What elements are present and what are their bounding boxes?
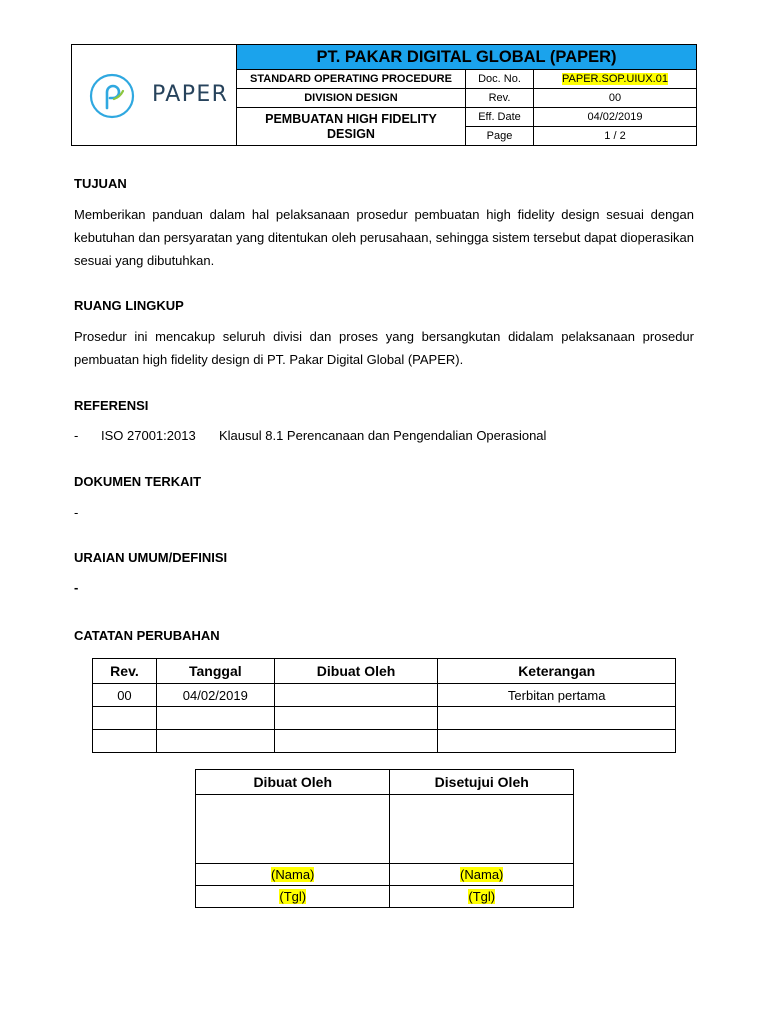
table-cell: 00 (93, 684, 157, 707)
table-header-row (196, 770, 574, 795)
name-row (196, 864, 574, 886)
company-title: PT. PAKAR DIGITAL GLOBAL (PAPER) (237, 45, 696, 70)
reference-clause: Klausul 8.1 Perencanaan dan Pengendalian Operasional (219, 428, 547, 443)
table-cell (438, 707, 676, 730)
name-cell (390, 864, 574, 886)
document-header (71, 44, 697, 146)
column-header: Tanggal (156, 659, 274, 684)
procedure-title: PEMBUATAN HIGH FIDELITY DESIGN (237, 108, 466, 145)
page-value: 1 / 2 (604, 130, 626, 142)
table-cell (438, 730, 676, 753)
table-row (93, 684, 676, 707)
table-cell: 04/02/2019 (156, 684, 274, 707)
column-header: Keterangan (438, 659, 676, 684)
date-cell (390, 886, 574, 908)
logo-wordmark: PAPER (152, 82, 229, 107)
table-cell (274, 730, 438, 753)
procedure-type: STANDARD OPERATING PROCEDURE (237, 70, 466, 89)
rev-value: 00 (534, 89, 696, 108)
section-heading-catatan-perubahan: CATATAN PERUBAHAN (74, 628, 220, 643)
uraian-value: - (74, 580, 79, 595)
name-placeholder: (Nama) (460, 867, 504, 882)
table-cell (93, 707, 157, 730)
table-cell: Terbitan pertama (438, 684, 676, 707)
signature-box-approver (390, 795, 574, 864)
eff-date-value: 04/02/2019 (534, 108, 696, 127)
eff-date-label: Eff. Date (466, 108, 534, 127)
doc-no-value: PAPER.SOP.UIUX.01 (562, 73, 668, 85)
section-heading-tujuan: TUJUAN (74, 176, 127, 191)
section-heading-dokumen-terkait: DOKUMEN TERKAIT (74, 474, 202, 489)
date-placeholder: (Tgl) (468, 889, 496, 904)
doc-no-cell (534, 70, 696, 89)
table-row (93, 707, 676, 730)
table-header-row (93, 659, 676, 684)
signature-table (195, 769, 574, 908)
dokumen-terkait-value: - (74, 505, 79, 520)
revision-table (92, 658, 676, 753)
date-placeholder: (Tgl) (279, 889, 307, 904)
section-heading-uraian: URAIAN UMUM/DEFINISI (74, 550, 228, 565)
name-cell (196, 864, 390, 886)
division-name: DIVISION DESIGN (237, 89, 466, 108)
signature-box-creator (196, 795, 390, 864)
ruang-lingkup-text: Prosedur ini mencakup seluruh divisi dan proses yang bersangkutan didalam pelaksanaan prosedur pembuatan high fidelity design di PT. Pakar Digital Global (PAPER). (74, 329, 694, 367)
column-header: Rev. (93, 659, 157, 684)
table-row (93, 730, 676, 753)
table-cell (274, 707, 438, 730)
name-placeholder: (Nama) (271, 867, 315, 882)
date-cell (196, 886, 390, 908)
reference-bullet: - (74, 428, 79, 443)
table-cell (156, 707, 274, 730)
section-heading-referensi: REFERENSI (74, 398, 149, 413)
tujuan-text: Memberikan panduan dalam hal pelaksanaan prosedur pembuatan high fidelity design sesuai dengan kebutuhan dan persyaratan yang ditentukan oleh perusahaan, sehingga sistem tersebut dapat dioperasikan sesuai yang dibutuhkan. (74, 207, 694, 268)
paper-logo-icon (88, 72, 136, 120)
column-header: Disetujui Oleh (390, 770, 574, 795)
table-cell (274, 684, 438, 707)
section-heading-ruang-lingkup: RUANG LINGKUP (74, 298, 184, 313)
column-header: Dibuat Oleh (196, 770, 390, 795)
page-label: Page (466, 127, 534, 145)
signature-space-row (196, 795, 574, 864)
table-cell (156, 730, 274, 753)
logo-cell (72, 45, 237, 145)
rev-label: Rev. (466, 89, 534, 108)
reference-standard: ISO 27001:2013 (101, 428, 196, 443)
doc-no-label: Doc. No. (466, 70, 534, 89)
column-header: Dibuat Oleh (274, 659, 438, 684)
table-cell (93, 730, 157, 753)
date-row (196, 886, 574, 908)
